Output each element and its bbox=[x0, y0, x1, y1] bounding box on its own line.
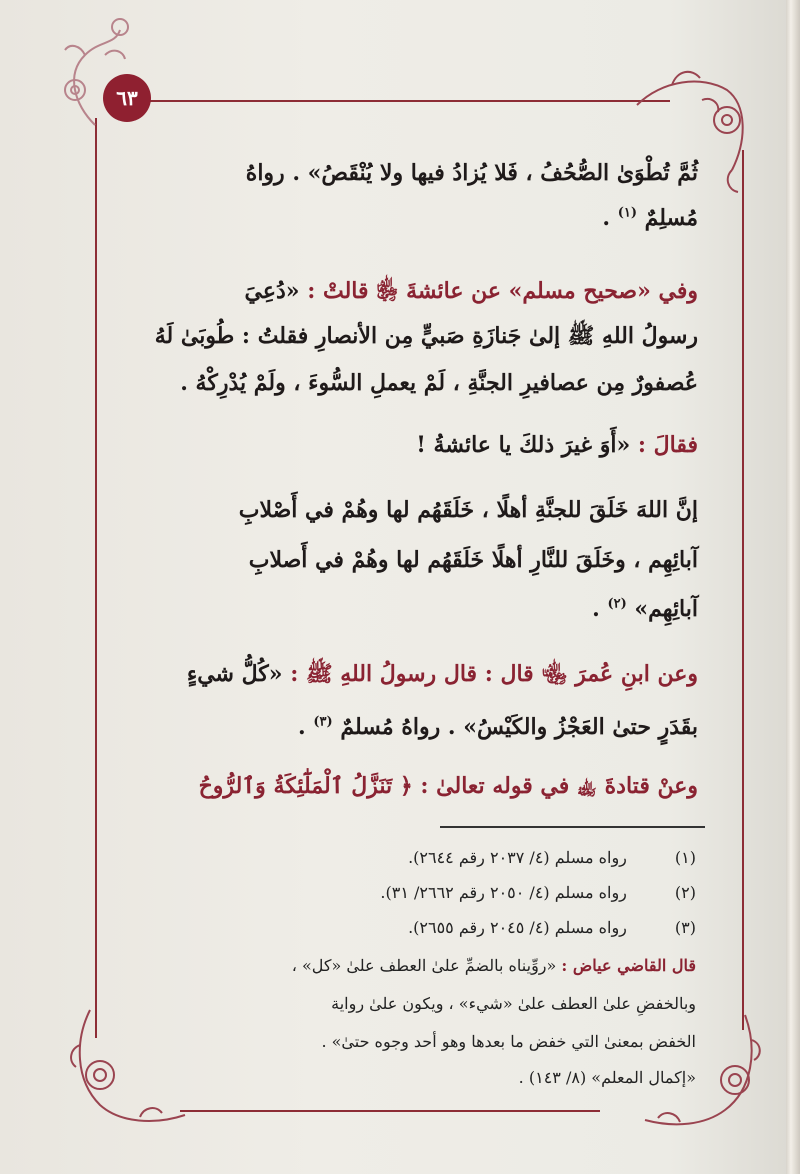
body-line-2-text: مُسلِمٌ bbox=[644, 205, 698, 231]
footnote-3-number: (٣) bbox=[674, 918, 696, 937]
note-line-1-text: «روِّيناه بالضمِّ علىٰ العطف علىٰ «كل» ، bbox=[291, 956, 557, 975]
body-line-1: ثُمَّ تُطْوَىٰ الصُّحُفُ ، فَلا يُزادُ فيها ولا يُنْقَصُ» . رواهُ bbox=[245, 160, 698, 186]
body-line-2 bbox=[108, 205, 698, 231]
page-number-badge: ٦٣ bbox=[103, 74, 151, 122]
note-line-1 bbox=[100, 956, 696, 975]
footnote-separator bbox=[440, 826, 705, 828]
footnote-3-text: رواه مسلم (٤/ ٢٠٤٥ رقم ٢٦٥٥). bbox=[408, 918, 627, 937]
body-line-6 bbox=[108, 432, 698, 458]
footnote-1 bbox=[96, 848, 696, 867]
body-line-9-end: . bbox=[592, 596, 600, 622]
frame-top-line bbox=[150, 100, 670, 102]
footnote-ref-2[interactable]: (٢) bbox=[607, 596, 627, 612]
body-line-10-tail: «كُلُّ شيءٍ bbox=[186, 661, 283, 687]
footnote-2-number: (٢) bbox=[674, 883, 696, 902]
body-line-4: رسولُ اللهِ ﷺ إلىٰ جَنازَةِ صَبيٍّ مِن الأنصارِ فقلتُ : طُوبَىٰ لَهُ bbox=[154, 323, 698, 349]
frame-bottom-line bbox=[180, 1110, 600, 1112]
body-line-7: إنَّ اللهَ خَلَقَ للجنَّةِ أهلًا ، خَلَقَهُم لها وهُمْ في أَصْلابِ bbox=[238, 497, 698, 523]
body-line-12 bbox=[108, 772, 698, 804]
book-spine bbox=[786, 0, 800, 1174]
body-line-12-lead: وعنْ قتادةَ ﵀ في قوله تعالىٰ : bbox=[420, 773, 698, 799]
footnote-ref-1[interactable]: (١) bbox=[617, 205, 637, 221]
body-line-3 bbox=[108, 277, 698, 309]
note-line-2: وبالخفضِ علىٰ العطف علىٰ «شيء» ، ويكون علىٰ رواية bbox=[331, 994, 696, 1013]
footnote-ref-3[interactable]: (٣) bbox=[313, 714, 333, 730]
body-line-11-end: . bbox=[298, 714, 306, 740]
body-line-11-tail: رواهُ مُسلمٌ bbox=[340, 714, 441, 740]
note-title: قال القاضي عياض : bbox=[561, 956, 696, 975]
note-line-4: «إكمال المعلم» (٨/ ١٤٣) . bbox=[518, 1068, 696, 1087]
body-line-11 bbox=[108, 714, 698, 740]
footnote-1-number: (١) bbox=[674, 848, 696, 867]
body-line-12-tail: ﴿ تَنَزَّلُ ٱلْمَلَٰٓئِكَةُ وَٱلرُّوحُ bbox=[198, 773, 413, 799]
body-line-9-text: آبائِهِم» bbox=[634, 596, 698, 622]
body-line-2-end: . bbox=[602, 205, 611, 231]
footnote-1-text: رواه مسلم (٤/ ٢٠٣٧ رقم ٢٦٤٤). bbox=[408, 848, 627, 867]
footnote-3 bbox=[96, 918, 696, 937]
footnote-2-text: رواه مسلم (٤/ ٢٠٥٠ رقم ٢٦٦٢/ ٣١). bbox=[380, 883, 627, 902]
body-line-11-lead: بقَدَرٍ حتىٰ العَجْزُ والكَيْسُ» . bbox=[447, 714, 698, 740]
body-line-5: عُصفورٌ مِن عصافيرِ الجنَّةِ ، لَمْ يعملِ السُّوءَ ، ولَمْ يُدْرِكْهُ . bbox=[180, 370, 698, 396]
body-line-9 bbox=[108, 596, 698, 622]
body-line-10-lead: وعن ابنِ عُمرَ ﵄ قال : قال رسولُ اللهِ ﷺ : bbox=[290, 661, 698, 687]
footnote-2 bbox=[96, 883, 696, 902]
body-line-3-lead: وفي «صحيح مسلم» عن عائشةَ ﵂ قالتْ : bbox=[307, 278, 698, 304]
body-line-6-lead: فقالَ : bbox=[637, 432, 698, 458]
body-line-10 bbox=[108, 660, 698, 692]
note-line-3: الخفض بمعنىٰ التي خفض ما بعدها وهو أحد وجوه حتىٰ» . bbox=[321, 1032, 696, 1051]
body-line-6-tail: «أَوَ غيرَ ذلكَ يا عائشةُ ! bbox=[416, 432, 631, 458]
frame-right-line bbox=[742, 150, 744, 1030]
body-line-3-tail: «دُعِيَ bbox=[244, 278, 300, 304]
body-line-8: آبائِهِم ، وخَلَقَ للنَّارِ أهلًا خَلَقَهُم لها وهُمْ في أَصلابِ bbox=[248, 547, 698, 573]
